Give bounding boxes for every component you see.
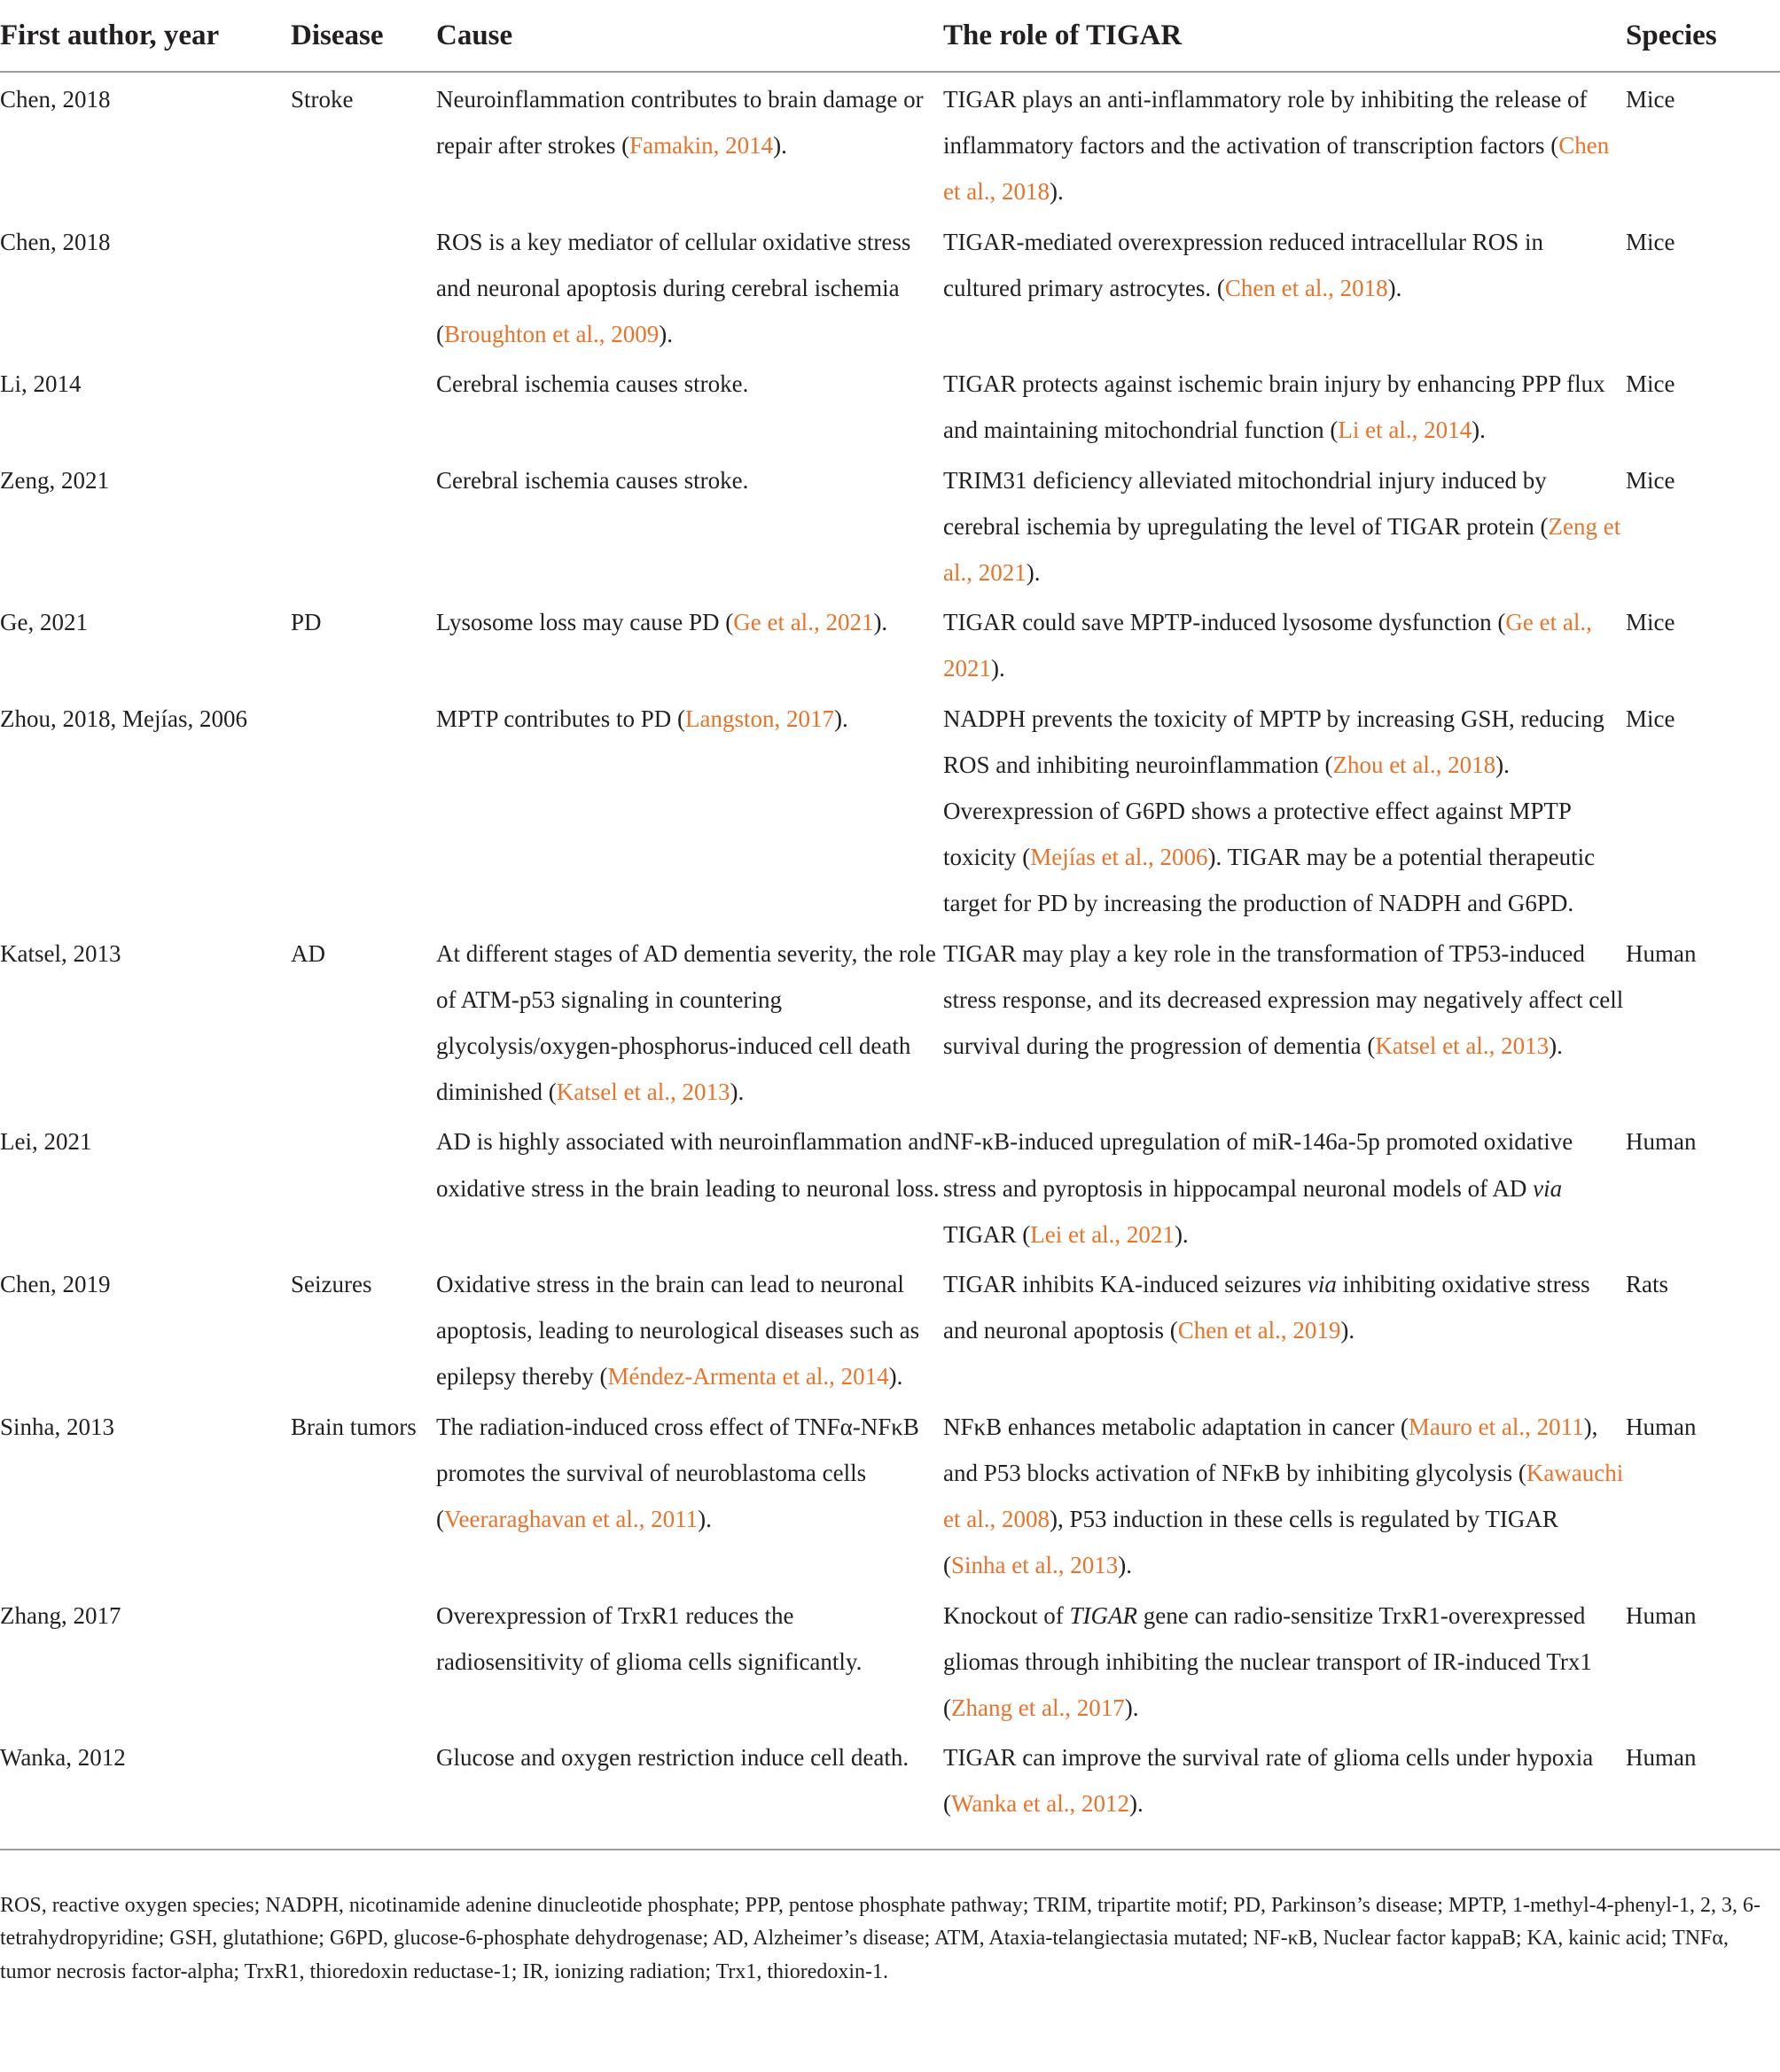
cell-text: Ge, 2021: [0, 609, 88, 636]
italic-text: via: [1307, 1271, 1337, 1298]
table-header: [0, 0, 1780, 72]
cell-text: AD is highly associated with neuroinflammation and oxidative stress in the brain leading to neuronal loss.: [436, 1128, 943, 1202]
cell-text: ).: [698, 1506, 712, 1533]
cell-text: Zeng, 2021: [0, 466, 109, 494]
cell-disease: [291, 1115, 436, 1258]
cell-author: [0, 215, 291, 358]
cell-text: ).: [1174, 1220, 1189, 1248]
cell-text: ). Overexpression of G6PD shows a protective effect against MPTP toxicity (: [943, 751, 1571, 871]
cell-role: [943, 1400, 1626, 1589]
cell-role: [943, 1731, 1626, 1848]
cell-text: [291, 215, 436, 219]
table-row: [0, 1731, 1780, 1848]
cell-species: [1626, 1731, 1780, 1848]
cell-text: ). TIGAR may be a potential therapeutic target for PD by increasing the production of NADPH and G6PD.: [943, 844, 1596, 917]
cell-disease: [291, 72, 436, 215]
citation-link[interactable]: Broughton et al., 2009: [444, 321, 660, 348]
cell-disease: [291, 215, 436, 358]
cell-text: [291, 1589, 436, 1593]
cell-text: ).: [1124, 1694, 1139, 1721]
table-body: [0, 72, 1780, 1849]
cell-text: Lysosome loss may cause PD (: [436, 609, 734, 636]
cell-cause: [436, 927, 943, 1116]
citation-link[interactable]: Chen et al., 2019: [1177, 1317, 1341, 1344]
cell-disease: [291, 1731, 436, 1848]
cell-text: Chen, 2018: [0, 228, 111, 255]
cell-disease: [291, 927, 436, 1116]
cell-text: ).: [773, 132, 787, 160]
cell-author: [0, 1258, 291, 1400]
cell-cause: [436, 72, 943, 215]
cell-text: At different stages of AD dementia severity, the role of ATM-p53 signaling in countering glycolysis/oxygen-phosphorus-induced cell death diminished (: [436, 939, 936, 1106]
cell-text: Chen, 2018: [0, 86, 111, 113]
cell-text: TIGAR inhibits KA-induced seizures: [943, 1271, 1308, 1298]
cell-species: [1626, 357, 1780, 453]
cell-species: [1626, 1115, 1780, 1258]
table-row: [0, 596, 1780, 691]
cell-text: NF-κB-induced upregulation of miR-146a-5p promoted oxidative stress and pyroptosis in hippocampal neuronal models of AD: [943, 1128, 1573, 1202]
header-role: The role of TIGAR: [943, 0, 1626, 72]
cell-text: Rats: [1626, 1271, 1669, 1298]
cell-text: Lei, 2021: [0, 1128, 92, 1156]
cell-text: NFκB enhances metabolic adaptation in cancer (: [943, 1413, 1409, 1440]
cell-text: ).: [1118, 1552, 1132, 1579]
cell-species: [1626, 1400, 1780, 1589]
cell-author: [0, 596, 291, 691]
table-row: [0, 927, 1780, 1116]
cell-cause: [436, 1731, 943, 1848]
cell-text: Cerebral ischemia causes stroke.: [436, 466, 749, 494]
cell-text: ).: [1549, 1032, 1563, 1060]
cell-role: [943, 692, 1626, 927]
cell-text: inhibiting oxidative stress and neuronal apoptosis (: [943, 1271, 1590, 1344]
cell-author: [0, 1400, 291, 1589]
citation-link[interactable]: Chen et al., 2018: [1224, 274, 1388, 301]
citation-link[interactable]: Mauro et al., 2011: [1408, 1413, 1584, 1440]
citation-link[interactable]: Zhou et al., 2018: [1332, 751, 1496, 778]
table-row: [0, 215, 1780, 358]
cell-text: Human: [1626, 1744, 1697, 1772]
cell-role: [943, 1258, 1626, 1400]
cell-text: [291, 357, 436, 361]
cell-disease: [291, 454, 436, 596]
cell-text: [291, 454, 436, 457]
cell-disease: [291, 692, 436, 927]
cell-text: Zhou, 2018, Mejías, 2006: [0, 705, 247, 732]
citation-link[interactable]: Ge et al., 2021: [943, 609, 1592, 682]
cell-disease: [291, 1400, 436, 1589]
table-row: [0, 357, 1780, 453]
cell-author: [0, 1115, 291, 1258]
cell-author: [0, 454, 291, 596]
cell-text: ).: [659, 321, 673, 348]
cell-text: Human: [1626, 1601, 1697, 1629]
cell-text: Oxidative stress in the brain can lead to neuronal apoptosis, leading to neurological diseases such as epilepsy thereby (: [436, 1271, 920, 1390]
cell-role: [943, 927, 1626, 1116]
table-footnote: ROS, reactive oxygen species; NADPH, nicotinamide adenine dinucleotide phosphate; PPP, pentose phosphate pathway; TRIM, tripartite motif; PD, Parkinson’s disease; MPTP, 1-methyl-4-phenyl-1, 2, 3, 6-tetrahydropyridine; GSH, glutathione; G6PD, glucose-6-phosphate dehydrogenase; AD, Alzheimer’s disease; ATM, Ataxia-telangiectasia mutated; NF-κB, Nuclear factor kappaB; KA, kainic acid; TNFα, tumor necrosis factor-alpha; TrxR1, thioredoxin reductase-1; IR, ionizing radiation; Trx1, thioredoxin-1.: [0, 1893, 1760, 1983]
cell-author: [0, 357, 291, 453]
cell-cause: [436, 1115, 943, 1258]
table-row: [0, 72, 1780, 215]
header-species: Species: [1626, 0, 1780, 72]
cell-text: ROS is a key mediator of cellular oxidative stress and neuronal apoptosis during cerebral ischemia (: [436, 228, 911, 348]
cell-text: Human: [1626, 939, 1697, 967]
cell-text: gene can radio-sensitize TrxR1-overexpressed gliomas through inhibiting the nuclear transport of IR-induced Trx1 (: [943, 1601, 1592, 1721]
cell-cause: [436, 1258, 943, 1400]
cell-text: Mice: [1626, 228, 1675, 255]
table-row: [0, 1589, 1780, 1732]
cell-text: ).: [873, 609, 888, 636]
citation-link[interactable]: Katsel et al., 2013: [556, 1079, 730, 1106]
cell-text: TRIM31 deficiency alleviated mitochondrial injury induced by cerebral ischemia by upregulating the level of TIGAR protein (: [943, 466, 1549, 540]
cell-text: Mice: [1626, 705, 1675, 732]
cell-text: Glucose and oxygen restriction induce cell death.: [436, 1744, 910, 1772]
cell-text: TIGAR-mediated overexpression reduced intracellular ROS in cultured primary astrocytes. (: [943, 228, 1544, 301]
cell-text: ).: [1049, 178, 1064, 206]
cell-role: [943, 215, 1626, 358]
cell-text: TIGAR protects against ischemic brain injury by enhancing PPP flux and maintaining mitochondrial function (: [943, 370, 1605, 444]
cell-text: Zhang, 2017: [0, 1601, 121, 1629]
cell-text: Stroke: [291, 86, 354, 113]
cell-text: ), and P53 blocks activation of NFκB by inhibiting glycolysis (: [943, 1413, 1598, 1486]
cell-text: [291, 1731, 436, 1734]
citation-link[interactable]: Lei et al., 2021: [1030, 1220, 1175, 1248]
cell-author: [0, 692, 291, 927]
cell-species: [1626, 692, 1780, 927]
cell-text: Li, 2014: [0, 370, 82, 398]
cell-disease: [291, 357, 436, 453]
cell-text: ), P53 induction in these cells is regulated by TIGAR (: [943, 1506, 1558, 1579]
cell-author: [0, 1589, 291, 1732]
cell-text: Knockout of: [943, 1601, 1070, 1629]
cell-text: Wanka, 2012: [0, 1744, 126, 1772]
cell-text: ).: [888, 1363, 903, 1390]
cell-text: NADPH prevents the toxicity of MPTP by increasing GSH, reducing ROS and inhibiting neuroinflammation (: [943, 705, 1604, 778]
cell-disease: [291, 1258, 436, 1400]
cell-species: [1626, 72, 1780, 215]
cell-cause: [436, 596, 943, 691]
table-row: [0, 692, 1780, 927]
citation-link[interactable]: Zhang et al., 2017: [951, 1694, 1125, 1721]
cell-text: Overexpression of TrxR1 reduces the radiosensitivity of glioma cells significantly.: [436, 1601, 863, 1675]
cell-text: Mice: [1626, 466, 1675, 494]
cell-disease: [291, 1589, 436, 1732]
table-row: [0, 1258, 1780, 1400]
cell-disease: [291, 596, 436, 691]
cell-role: [943, 357, 1626, 453]
citation-link[interactable]: Méndez-Armenta et al., 2014: [607, 1363, 889, 1390]
cell-species: [1626, 454, 1780, 596]
cell-role: [943, 1589, 1626, 1732]
cell-text: ).: [991, 655, 1005, 682]
citation-link[interactable]: Langston, 2017: [685, 705, 835, 732]
cell-text: PD: [291, 609, 322, 636]
citation-link[interactable]: Veeraraghavan et al., 2011: [444, 1506, 699, 1533]
cell-text: Human: [1626, 1413, 1697, 1440]
cell-text: Mice: [1626, 609, 1675, 636]
cell-author: [0, 72, 291, 215]
cell-text: Cerebral ischemia causes stroke.: [436, 370, 749, 398]
cell-author: [0, 1731, 291, 1848]
header-row: [0, 0, 1780, 72]
cell-author: [0, 927, 291, 1116]
cell-text: Chen, 2019: [0, 1271, 111, 1298]
citation-link[interactable]: Wanka et al., 2012: [951, 1790, 1130, 1818]
header-cause: Cause: [436, 0, 943, 72]
cell-cause: [436, 454, 943, 596]
cell-role: [943, 596, 1626, 691]
cell-text: [291, 692, 436, 696]
citation-link[interactable]: Mejías et al., 2006: [1030, 844, 1208, 871]
cell-text: Katsel, 2013: [0, 939, 121, 967]
cell-text: TIGAR may play a key role in the transformation of TP53-induced stress response, and its decreased expression may negatively affect cell survival during the progression of dementia (: [943, 939, 1624, 1060]
cell-text: Mice: [1626, 86, 1675, 113]
cell-text: TIGAR (: [943, 1220, 1031, 1248]
cell-text: ).: [1340, 1317, 1355, 1344]
cell-text: ).: [1129, 1790, 1144, 1818]
citation-link[interactable]: Zeng et al., 2021: [943, 512, 1621, 587]
table-row: [0, 1400, 1780, 1589]
cell-role: [943, 72, 1626, 215]
cell-species: [1626, 1258, 1780, 1400]
cell-text: Brain tumors: [291, 1413, 417, 1440]
cell-cause: [436, 1400, 943, 1589]
cell-text: Mice: [1626, 370, 1675, 398]
cell-text: Human: [1626, 1128, 1697, 1156]
cell-cause: [436, 1589, 943, 1732]
header-author: First author, year: [0, 0, 291, 72]
citation-link[interactable]: Katsel et al., 2013: [1375, 1032, 1550, 1060]
header-disease: Disease: [291, 0, 436, 72]
cell-text: The radiation-induced cross effect of TNFα-NFκB promotes the survival of neuroblastoma cells (: [436, 1413, 919, 1533]
cell-text: [291, 1115, 436, 1118]
citation-link[interactable]: Li et al., 2014: [1338, 417, 1472, 444]
cell-text: ).: [1387, 274, 1402, 301]
cell-text: ).: [1472, 417, 1486, 444]
cell-text: MPTP contributes to PD (: [436, 705, 686, 732]
cell-text: Neuroinflammation contributes to brain damage or repair after strokes (: [436, 86, 924, 160]
table-row: [0, 454, 1780, 596]
cell-cause: [436, 692, 943, 927]
cell-text: AD: [291, 939, 325, 967]
cell-cause: [436, 357, 943, 453]
cell-role: [943, 1115, 1626, 1258]
cell-species: [1626, 1589, 1780, 1732]
cell-text: TIGAR plays an anti-inflammatory role by inhibiting the release of inflammatory factors and the activation of transcription factors (: [943, 86, 1588, 160]
citation-link[interactable]: Chen et al., 2018: [943, 132, 1610, 206]
citation-link[interactable]: Sinha et al., 2013: [951, 1552, 1119, 1579]
cell-text: ).: [730, 1079, 745, 1106]
citation-link[interactable]: Kawauchi et al., 2008: [943, 1459, 1624, 1533]
italic-text: TIGAR: [1069, 1601, 1137, 1629]
cell-text: Sinha, 2013: [0, 1413, 115, 1440]
cell-text: TIGAR can improve the survival rate of glioma cells under hypoxia (: [943, 1744, 1594, 1818]
cell-species: [1626, 596, 1780, 691]
cell-text: TIGAR could save MPTP-induced lysosome dysfunction (: [943, 609, 1506, 636]
cell-cause: [436, 215, 943, 358]
cell-text: ).: [834, 705, 848, 732]
citation-link[interactable]: Famakin, 2014: [629, 132, 774, 160]
italic-text: via: [1533, 1174, 1563, 1202]
cell-role: [943, 454, 1626, 596]
cell-text: Seizures: [291, 1271, 372, 1298]
cell-species: [1626, 215, 1780, 358]
cell-text: ).: [1026, 559, 1041, 587]
cell-species: [1626, 927, 1780, 1116]
citation-link[interactable]: Ge et al., 2021: [733, 609, 874, 636]
table-row: [0, 1115, 1780, 1258]
